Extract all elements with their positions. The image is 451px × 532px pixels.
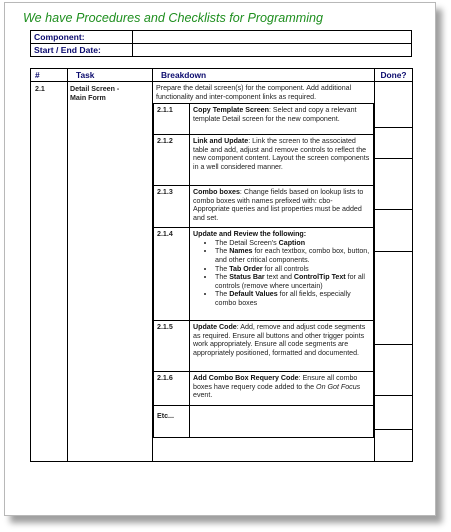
step-description: : Link the screen to the associated table and add, adjust and remove controls to reflect the new component content. Layout the screen components in a well considered manner. (193, 137, 370, 171)
done-checkbox-cell[interactable] (375, 209, 412, 251)
bullet-text: for all fields, especially combo boxes (215, 290, 351, 307)
bullet-emphasis: Default Values (229, 290, 278, 299)
step-text (190, 186, 374, 228)
bullet-text: The (215, 247, 230, 256)
col-done-header: Done? (375, 69, 413, 82)
step-number: 2.1.4 (154, 228, 190, 321)
dates-value-cell (133, 44, 412, 57)
bullet-text: for each textbox, combo box, button, and other critical components. (215, 247, 370, 264)
done-checkbox-cell[interactable] (375, 344, 412, 395)
bullet-item (215, 265, 370, 274)
step-label: Copy Template Screen (193, 106, 269, 115)
done-checkbox-cell[interactable] (375, 395, 412, 429)
bullet-text: The (215, 290, 230, 299)
step-row (154, 321, 374, 372)
step-label: Update and Review the following: (193, 230, 307, 239)
etc-row (154, 406, 374, 438)
task-row (31, 82, 413, 462)
task-intro: Prepare the detail screen(s) for the component. Add additional functionality and inter-component links as required. (156, 84, 352, 101)
component-header-table (30, 30, 412, 57)
bullet-emphasis: Names (229, 247, 253, 256)
steps-table (153, 103, 374, 438)
dates-label: Start / End Date: (31, 44, 133, 57)
bullet-emphasis: Tab Order (229, 264, 263, 273)
bullet-emphasis: Status Bar (229, 273, 265, 282)
step-row (154, 104, 374, 135)
bullet-emphasis: Caption (278, 238, 306, 247)
done-checkbox-cell[interactable] (375, 127, 412, 158)
bullet-item (215, 239, 370, 248)
col-task-header: Task (68, 69, 153, 82)
step-number: 2.1.2 (154, 135, 190, 186)
task-name (68, 82, 153, 462)
done-checkbox-cell[interactable] (375, 429, 412, 461)
done-column (375, 82, 413, 462)
step-label: Link and Update (193, 137, 249, 146)
etc-empty-cell (190, 406, 374, 438)
etc-label: Etc... (154, 406, 190, 438)
bullet-emphasis: ControlTip Text (293, 273, 346, 282)
step-description: : Change fields based on lookup lists to combo boxes with names prefixed with: cbo- Appropriate queries and list properties must be added and set. (193, 188, 364, 222)
task-name-line2: Main Form (70, 93, 106, 102)
done-checkbox-cell[interactable] (375, 82, 412, 127)
breakdown-cell (153, 82, 375, 462)
bullet-item (215, 247, 370, 264)
step-description: : Ensure all combo boxes have requery code added to the (193, 374, 358, 391)
task-number: 2.1 (31, 82, 68, 462)
step-row (154, 228, 374, 321)
step-description: : Add, remove and adjust code segments as required. Ensure all buttons and other trigger points work appropriately. Ensure all code segments are appropriately positioned, formatted and documented. (193, 323, 366, 357)
bullet-item (215, 273, 370, 290)
bullet-text: The (215, 264, 230, 273)
task-name-line1: Detail Screen - (70, 85, 120, 93)
step-number: 2.1.3 (154, 186, 190, 228)
bullet-text: The (215, 273, 230, 282)
bullet-text: The Detail Screen's (215, 238, 279, 247)
checklist-table (30, 68, 413, 462)
bullet-item (215, 290, 370, 307)
step-row (154, 186, 374, 228)
done-checkbox-cell[interactable] (375, 158, 412, 209)
bullet-text: for all controls (262, 264, 309, 273)
step-number: 2.1.6 (154, 372, 190, 406)
step-row (154, 135, 374, 186)
col-breakdown-header (153, 69, 375, 82)
step-text (190, 104, 374, 135)
step-text (190, 135, 374, 186)
step-label: Combo boxes (193, 188, 240, 197)
step-description: event. (193, 391, 213, 400)
step-label: Update Code (193, 323, 237, 332)
bullet-text: for all controls (remove where uncertain) (215, 273, 365, 290)
done-checkbox-cell[interactable] (375, 251, 412, 344)
col-num-header: # (31, 69, 68, 82)
checklist-header-row (31, 69, 413, 82)
step-text (190, 228, 374, 321)
document-page (4, 2, 436, 516)
step-text (190, 372, 374, 406)
review-bullet-list (193, 239, 370, 308)
component-label: Component: (31, 31, 133, 44)
step-text (190, 321, 374, 372)
step-description: : Select and copy a relevant template Detail screen for the new component. (193, 106, 357, 123)
step-number: 2.1.1 (154, 104, 190, 135)
step-number: 2.1.5 (154, 321, 190, 372)
bullet-text: text and (264, 273, 294, 282)
done-cells (375, 82, 412, 461)
breakdown-header-text: Breakdown (161, 70, 207, 80)
step-emphasis: On Got Focus (316, 382, 361, 391)
document-title: We have Procedures and Checklists for Programming (23, 11, 324, 25)
step-row (154, 372, 374, 406)
step-label: Add Combo Box Requery Code (193, 374, 299, 383)
component-value-cell (133, 31, 412, 44)
